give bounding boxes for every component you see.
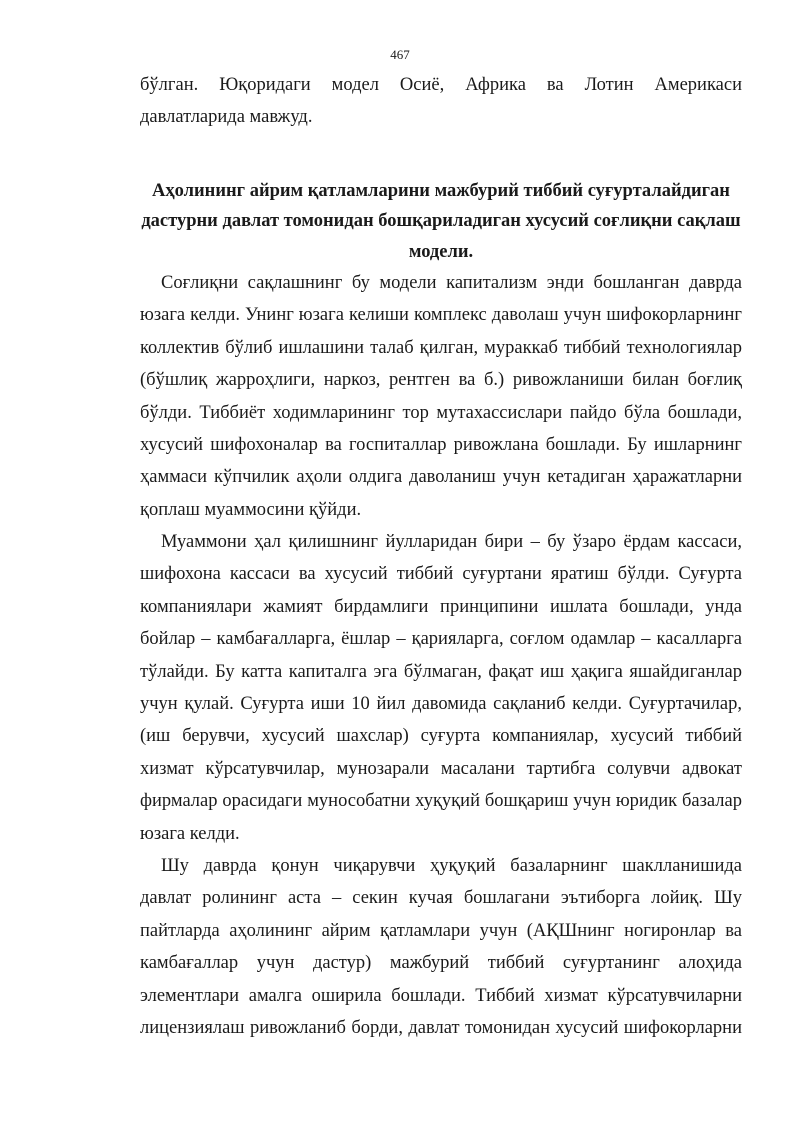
text-line: лицензиялаш ривожланиб борди, давлат томонидан хусусий шифокорларни: [140, 1017, 742, 1038]
text-line: элементлари амалга оширила бошлади. Тиббий хизмат кўрсатувчиларни: [140, 985, 742, 1006]
paragraph-1: [140, 267, 742, 526]
intro-paragraph: [140, 69, 742, 134]
page-number: 467: [390, 47, 410, 62]
paragraph-2: [140, 526, 742, 850]
section-heading: [140, 176, 742, 267]
text-line: (иш берувчи, хусусий шахслар) суғурта компаниялар, хусусий тиббий: [140, 726, 742, 747]
text-line: давлатларида мавжуд.: [140, 107, 313, 128]
text-line: бойлар – камбағалларга, ёшлар – қарияларга, соғлом одамлар – касалларга: [140, 629, 742, 650]
text-line: Шу даврда қонун чиқарувчи ҳуқуқий базаларнинг шаклланишида: [161, 855, 742, 876]
text-line: юзага келди. Унинг юзага келиши комплекс даволаш учун шифокорларнинг: [140, 305, 742, 326]
document-body: [140, 69, 742, 1044]
section-gap: [140, 134, 742, 176]
text-line: давлат ролининг аста – секин кучая бошлагани эътиборга лойиқ. Шу: [140, 888, 742, 909]
text-line: хизмат кўрсатувчилар, мунозарали масалани тартибга солувчи адвокат: [140, 758, 742, 779]
text-line: камбағаллар учун дастур) мажбурий тиббий суғуртанинг алоҳида: [140, 953, 742, 974]
text-line: компаниялари жамият бирдамлиги принципини ишлата бошлади, унда: [140, 596, 742, 617]
heading-line: дастурни давлат томонидан бошқариладиган хусусий соғлиқни сақлаш: [141, 211, 741, 232]
text-line: Муаммони ҳал қилишнинг йулларидан бири – бу ўзаро ёрдам кассаси,: [161, 532, 742, 553]
text-line: тўлайди. Бу катта капиталга эга бўлмаган, фақат иш ҳақига яшайдиганлар: [140, 661, 742, 682]
heading-line: модели.: [408, 241, 474, 262]
text-line: ҳаммаси кўпчилик аҳоли олдига даволаниш учун кетадиган ҳаражатларни: [140, 467, 742, 488]
text-line: бўлган. Юқоридаги модел Осиё, Африка ва Лотин Америкаси: [140, 75, 742, 95]
text-line: (бўшлиқ жарроҳлиги, наркоз, рентген ва б.) ривожланиши билан боғлиқ: [140, 370, 742, 391]
text-line: Соғлиқни сақлашнинг бу модели капитализм энди бошланган даврда: [161, 272, 742, 293]
heading-line: Аҳолининг айрим қатламларини мажбурий тиббий суғурталайдиган: [152, 180, 730, 201]
text-line: юзага келди.: [140, 823, 240, 844]
paragraph-3: [140, 850, 742, 1044]
text-line: фирмалар орасидаги мунособатни хуқуқий бошқариш учун юридик базалар: [140, 791, 742, 812]
text-line: шифохона кассаси ва хусусий тиббий суғуртани яратиш бўлди. Суғурта: [140, 564, 742, 585]
text-line: пайтларда аҳолининг айрим қатламлари учун (АҚШнинг ногиронлар ва: [140, 920, 742, 941]
text-line: бўлди. Тиббиёт ходимларининг тор мутахассислари пайдо бўла бошлади,: [140, 402, 742, 423]
text-line: қоплаш муаммосини қўйди.: [140, 499, 362, 520]
text-line: коллектив бўлиб ишлашини талаб қилган, мураккаб тиббий технологиялар: [140, 337, 742, 358]
text-line: учун қулай. Суғурта иши 10 йил давомида сақланиб келди. Суғуртачилар,: [140, 694, 742, 715]
text-line: хусусий шифохоналар ва госпиталлар ривожлана бошлади. Бу ишларнинг: [140, 434, 742, 455]
